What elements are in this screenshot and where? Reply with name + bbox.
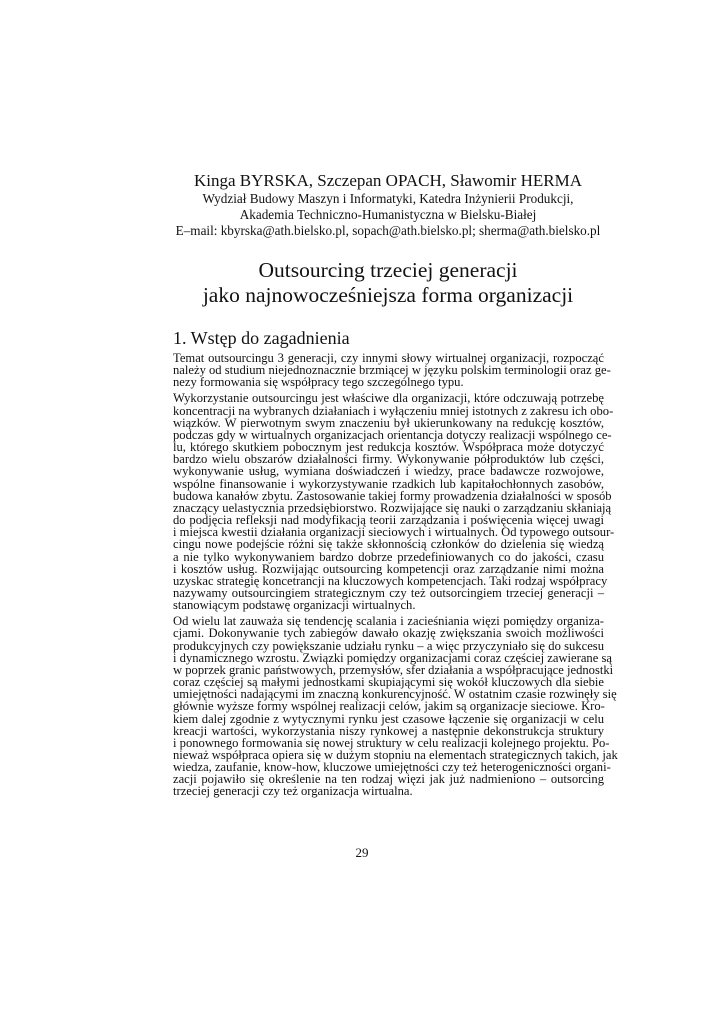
- text-line: kiem dalej zgodnie z wytycznymi rynku jest czasowe łączenie się organizacji w celu: [173, 711, 604, 726]
- text-line: stanowiącym podstawę organizacji wirtualnych.: [173, 598, 416, 613]
- paper-title: [150, 258, 626, 308]
- text-line: wiedza, zaufanie, know-how, kluczowe umiejętności czy też heterogeniczności organi-: [173, 760, 611, 775]
- text-line: budowa kanałów zbytu. Zastosowanie takiej formy prowadzenia działalności w sposób: [173, 488, 612, 503]
- text-line: zacji pojawiło się określenie na ten rodzaj więzi jak już nadmieniono – outsorcing: [173, 772, 604, 787]
- text-line: wspólne finansowanie i wykorzystywanie rzadkich lub kapitałochłonnych zasobów,: [173, 476, 604, 491]
- text-line: Wykorzystanie outsourcingu jest właściwe dla organizacji, które odczuwają potrzebę: [173, 391, 604, 406]
- text-line: Temat outsourcingu 3 generacji, czy innymi słowy wirtualnej organizacji, rozpocząć: [173, 351, 604, 365]
- paragraph: [173, 614, 618, 799]
- title-line-2: jako najnowocześniejsza forma organizacji: [202, 283, 574, 307]
- text-line: i dynamicznego wzrostu. Związki pomiędzy organizacjami coraz częściej zawierane są: [173, 650, 612, 665]
- text-line: do podjęcia refleksji nad modyfikacją teorii zarządzania i poświęcenia więcej uwagi: [173, 513, 604, 528]
- text-line: nazywamy outsourcingiem strategicznym czy też outsorcingiem trzeciej generacji –: [173, 585, 604, 600]
- text-line: koncentracji na wybranych działaniach i wyłączeniu mniej istotnych z zakresu ich obo-: [173, 403, 614, 418]
- text-line: lu, którego skutkiem pobocznym jest redukcja kosztów. Współpraca może dotyczyć: [173, 440, 604, 455]
- page-number: 29: [355, 845, 369, 860]
- text-line: nezy formowania się współpracy tego szczególnego typu.: [173, 375, 464, 390]
- text-line: bardzo wielu obszarów działalności firmy. Wykonywanie półproduktów lub części,: [173, 452, 604, 467]
- text-line: znaczący uelastycznia przedsiębiorstwo. Rozwijające się nauki o zarządzaniu skłaniają: [173, 500, 612, 515]
- text-line: coraz częściej są małymi jednostkami skupiającymi się wokół kluczowych dla siebie: [173, 675, 604, 690]
- text-line: Od wielu lat zauważa się tendencję scalania i zacieśniania więzi pomiędzy organiza-: [173, 614, 604, 629]
- author-emails: E–mail: kbyrska@ath.bielsko.pl, sopach@ath.bielsko.pl; sherma@ath.bielsko.pl: [175, 223, 601, 238]
- text-line: trzeciej generacji czy też organizacja wirtualna.: [173, 784, 413, 799]
- text-line: wiązków. W pierwotnym swym znaczeniu był ukierunkowany na redukcję kosztów,: [173, 415, 604, 430]
- text-line: nieważ współpraca opiera się w dużym stopniu na elementach strategicznych takich, jak: [173, 748, 618, 762]
- text-line: głównie wyższe formy wspólnej realizacji celów, jakim są organizacje sieciowe. Kro-: [173, 699, 605, 714]
- affiliation-line-2: Akademia Techniczno-Humanistyczna w Bielsku-Białej: [239, 207, 537, 222]
- text-line: należy od studium niejednoznacznie brzmiącej w języku polskim terminologii oraz ge-: [173, 363, 611, 378]
- text-line: a nie tylko wykonywaniem bardzo dobrze przedefiniowanych co do jakości, czasu: [173, 549, 604, 564]
- text-line: i ponownego formowania się nowej struktury w celu realizacji kolejnego projektu. Po-: [173, 735, 610, 750]
- text-line: cingu nowe podejście różni się także skłonnością członków do dzielenia się wiedzą: [173, 537, 604, 552]
- text-line: kreacji wartości, wykorzystania niszy rynkowej a następnie dekonstrukcja struktury: [173, 723, 604, 738]
- author-names: Kinga BYRSKA, Szczepan OPACH, Sławomir HERMA: [193, 171, 582, 190]
- text-line: podczas gdy w wirtualnych organizacjach orientancja dotyczy realizacji wspólnego ce-: [173, 427, 612, 442]
- text-line: w poprzek granic państwowych, przemysłów, sfer działania a współpracujące jednostki: [173, 662, 614, 677]
- author-block: [150, 170, 626, 239]
- title-line-1: Outsourcing trzeciej generacji: [258, 258, 518, 282]
- text-line: uzyskac strategię koncetrancji na kluczowych kompetencjach. Taki rodzaj współpracy: [173, 573, 608, 588]
- text-line: umiejętności nadającymi im znaczną konkurencyjność. W ostatnim czasie rozwinęły się: [173, 687, 617, 702]
- text-line: wykonywanie usług, wymiana doświadczeń i wiedzy, prace badawcze rozwojowe,: [173, 464, 604, 479]
- paragraph: [173, 351, 611, 390]
- text-line: cjami. Dokonywanie tych zabiegów dawało okazję zwiększania swoich możliwości: [173, 626, 604, 641]
- section-body: [173, 351, 618, 799]
- affiliation-line-1: Wydział Budowy Maszyn i Informatyki, Katedra Inżynierii Produkcji,: [202, 191, 574, 206]
- section-heading: 1. Wstęp do zagadnienia: [173, 328, 350, 348]
- text-line: i kosztów usług. Rozwijając outsourcing kompetencji oraz zarządzanie nimi można: [173, 561, 604, 576]
- text-line: produkcyjnych czy powiększanie udziału rynku – a więc przyczyniało się do sukcesu: [173, 638, 604, 653]
- paragraph: [173, 391, 615, 613]
- text-line: i miejsca kwestii działania organizacji sieciowych i wirtualnych. Od typowego outsour-: [173, 525, 615, 540]
